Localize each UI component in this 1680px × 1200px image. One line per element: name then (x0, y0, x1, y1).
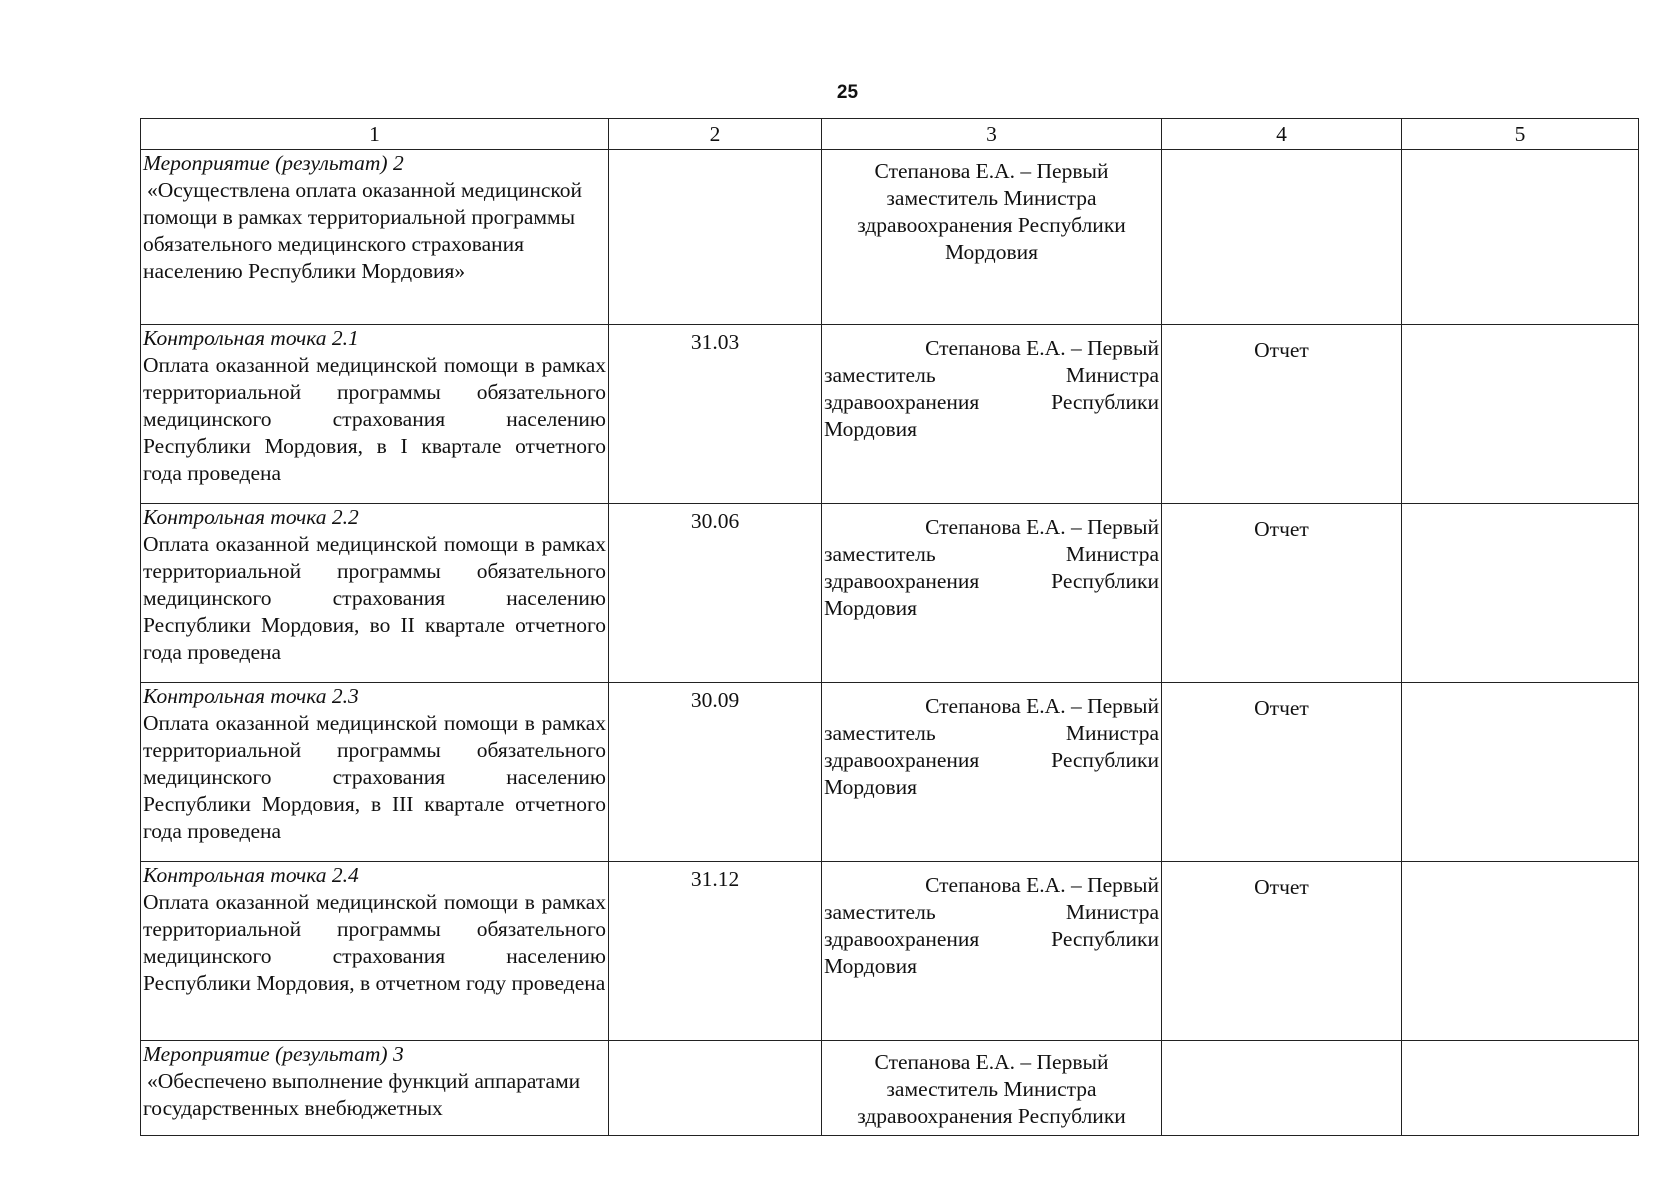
responsible-line: Степанова Е.А. – Первый (925, 336, 1159, 360)
date-cell (609, 150, 822, 325)
responsible-line: Мордовия (824, 775, 918, 799)
responsible-cell: Степанова Е.А. – Первый заместитель Министра здравоохранения Республики Мордовия (822, 150, 1162, 325)
date-cell: 31.03 (609, 325, 822, 504)
responsible-line: Мордовия (824, 417, 918, 441)
document-cell (1162, 150, 1402, 325)
task-cell (141, 504, 609, 683)
document-cell: Отчет (1162, 325, 1402, 504)
responsible-line: Мордовия (824, 596, 918, 620)
task-cell (141, 325, 609, 504)
plan-table (140, 118, 1639, 1136)
row-title: Контрольная точка 2.4 (143, 863, 359, 887)
row-title: Мероприятие (результат) 3 (143, 1042, 404, 1066)
task-cell (141, 1041, 609, 1136)
header-col-2: 2 (609, 119, 822, 150)
header-col-3: 3 (822, 119, 1162, 150)
responsible-line: Степанова Е.А. – Первый (925, 515, 1159, 539)
responsible-cell (822, 325, 1162, 504)
column-5-cell (1402, 504, 1639, 683)
column-5-cell (1402, 325, 1639, 504)
document-cell: Отчет (1162, 504, 1402, 683)
responsible-cell (822, 683, 1162, 862)
table-row (141, 504, 1639, 683)
row-text: Оплата оказанной медицинской помощи в рамках территориальной программы обязательного медицинского страхования населению Республики Мордовия, в I квартале отчетного года проведена (143, 353, 606, 485)
responsible-line: здравоохранения Республики (824, 748, 1159, 772)
responsible-line: здравоохранения Республики (824, 569, 1159, 593)
page-number: 25 (836, 82, 859, 103)
row-title: Мероприятие (результат) 2 (143, 151, 404, 175)
responsible-cell (822, 504, 1162, 683)
task-cell (141, 862, 609, 1041)
header-col-1: 1 (141, 119, 609, 150)
table-row (141, 150, 1639, 325)
column-5-cell (1402, 1041, 1639, 1136)
table-row (141, 325, 1639, 504)
document-cell (1162, 1041, 1402, 1136)
header-row (141, 119, 1639, 150)
responsible-line: заместитель Министра (824, 542, 1159, 566)
task-cell (141, 683, 609, 862)
row-text: «Обеспечено выполнение функций аппаратами государственных внебюджетных (143, 1069, 581, 1120)
column-5-cell (1402, 150, 1639, 325)
responsible-line: Степанова Е.А. – Первый (925, 873, 1159, 897)
date-cell (609, 1041, 822, 1136)
column-5-cell (1402, 683, 1639, 862)
document-cell: Отчет (1162, 683, 1402, 862)
table-row (141, 862, 1639, 1041)
table-row (141, 683, 1639, 862)
task-cell (141, 150, 609, 325)
row-title: Контрольная точка 2.1 (143, 326, 359, 350)
responsible-cell (822, 862, 1162, 1041)
responsible-line: заместитель Министра (824, 363, 1159, 387)
date-cell: 31.12 (609, 862, 822, 1041)
responsible-line: здравоохранения Республики (824, 927, 1159, 951)
responsible-line: заместитель Министра (824, 900, 1159, 924)
responsible-line: здравоохранения Республики (824, 390, 1159, 414)
document-cell: Отчет (1162, 862, 1402, 1041)
header-col-5: 5 (1402, 119, 1639, 150)
column-5-cell (1402, 862, 1639, 1041)
row-text: Оплата оказанной медицинской помощи в рамках территориальной программы обязательного медицинского страхования населению Республики Мордовия, во II квартале отчетного года проведена (143, 532, 606, 664)
responsible-line: Степанова Е.А. – Первый (925, 694, 1159, 718)
responsible-cell: Степанова Е.А. – Первый заместитель Министра здравоохранения Республики (822, 1041, 1162, 1136)
header-col-4: 4 (1162, 119, 1402, 150)
row-text: Оплата оказанной медицинской помощи в рамках территориальной программы обязательного медицинского страхования населению Республики Мордовия, в отчетном году проведена (143, 890, 606, 995)
row-text: Оплата оказанной медицинской помощи в рамках территориальной программы обязательного медицинского страхования населению Республики Мордовия, в III квартале отчетного года проведена (143, 711, 606, 843)
row-title: Контрольная точка 2.2 (143, 505, 359, 529)
row-text: «Осуществлена оплата оказанной медицинской помощи в рамках территориальной программы обязательного медицинского страхования населению Республики Мордовия» (143, 178, 583, 283)
row-title: Контрольная точка 2.3 (143, 684, 359, 708)
responsible-line: заместитель Министра (824, 721, 1159, 745)
date-cell: 30.09 (609, 683, 822, 862)
date-cell: 30.06 (609, 504, 822, 683)
table-row (141, 1041, 1639, 1136)
responsible-line: Мордовия (824, 954, 918, 978)
